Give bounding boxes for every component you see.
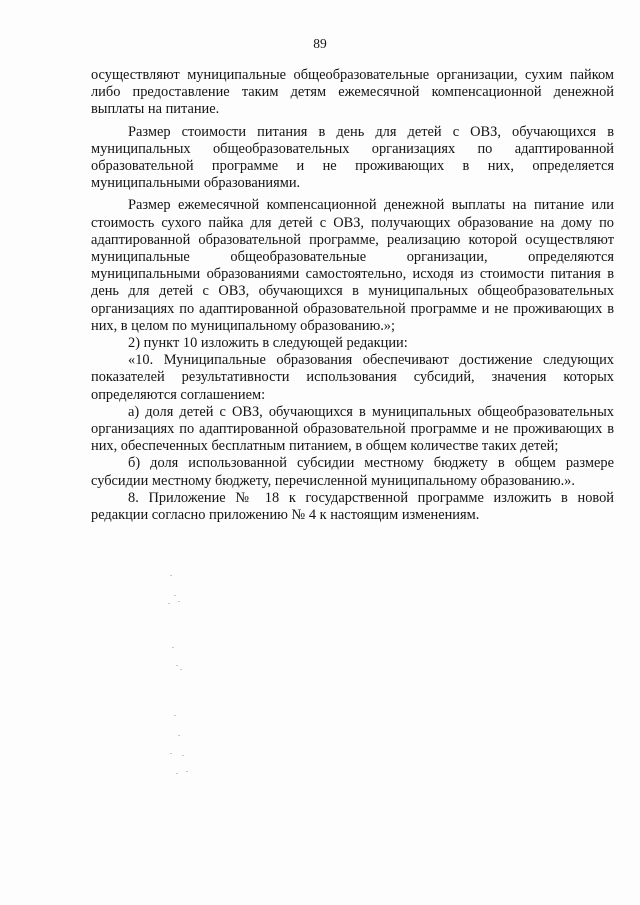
scan-noise bbox=[160, 565, 220, 795]
paragraph-indicator-a: а) доля детей с ОВЗ, обучающихся в муниципальных общеобразовательных организациях по адаптированной образовательной программе и не проживающих в них, обеспеченных бесплатным питанием, в общем количестве таких детей; bbox=[91, 403, 614, 455]
paragraph-continuation: осуществляют муниципальные общеобразовательные организации, сухим пайком либо предоставление таким детям ежемесячной компенсационной денежной выплаты на питание. bbox=[91, 67, 614, 118]
paragraph-item-2: 2) пункт 10 изложить в следующей редакции: bbox=[128, 335, 408, 352]
page-number: 89 bbox=[313, 36, 327, 51]
paragraph-indicator-b: б) доля использованной субсидии местному бюджету в общем размере субсидии местному бюджету, перечисленной муниципальному образованию.». bbox=[91, 455, 614, 489]
paragraph-meal-cost: Размер стоимости питания в день для детей с ОВЗ, обучающихся в муниципальных общеобразовательных организациях по адаптированной образовательной программе и не проживающих в них, определяется муниципальными образованиями. bbox=[91, 123, 614, 192]
paragraph-compensation: Размер ежемесячной компенсационной денежной выплаты на питание или стоимость сухого пайка для детей с ОВЗ, получающих образование на дому по адаптированной образовательной программе, реализацию которой осуществляют муниципальные общеобразовательные организации, определяются муниципальными образованиями самостоятельно, исходя из стоимости питания в день для детей с ОВЗ, обучающихся в муниципальных общеобразовательных организациях по адаптированной образовательной программе и не проживающих в них, в целом по муниципальному образованию.»; bbox=[91, 197, 614, 334]
paragraph-item-10: «10. Муниципальные образования обеспечивают достижение следующих показателей результативности использования субсидий, значения которых определяются соглашением: bbox=[91, 352, 614, 403]
document-body bbox=[91, 67, 614, 524]
paragraph-item-8: 8. Приложение № 18 к государственной программе изложить в новой редакции согласно приложению № 4 к настоящим изменениям. bbox=[91, 489, 614, 524]
